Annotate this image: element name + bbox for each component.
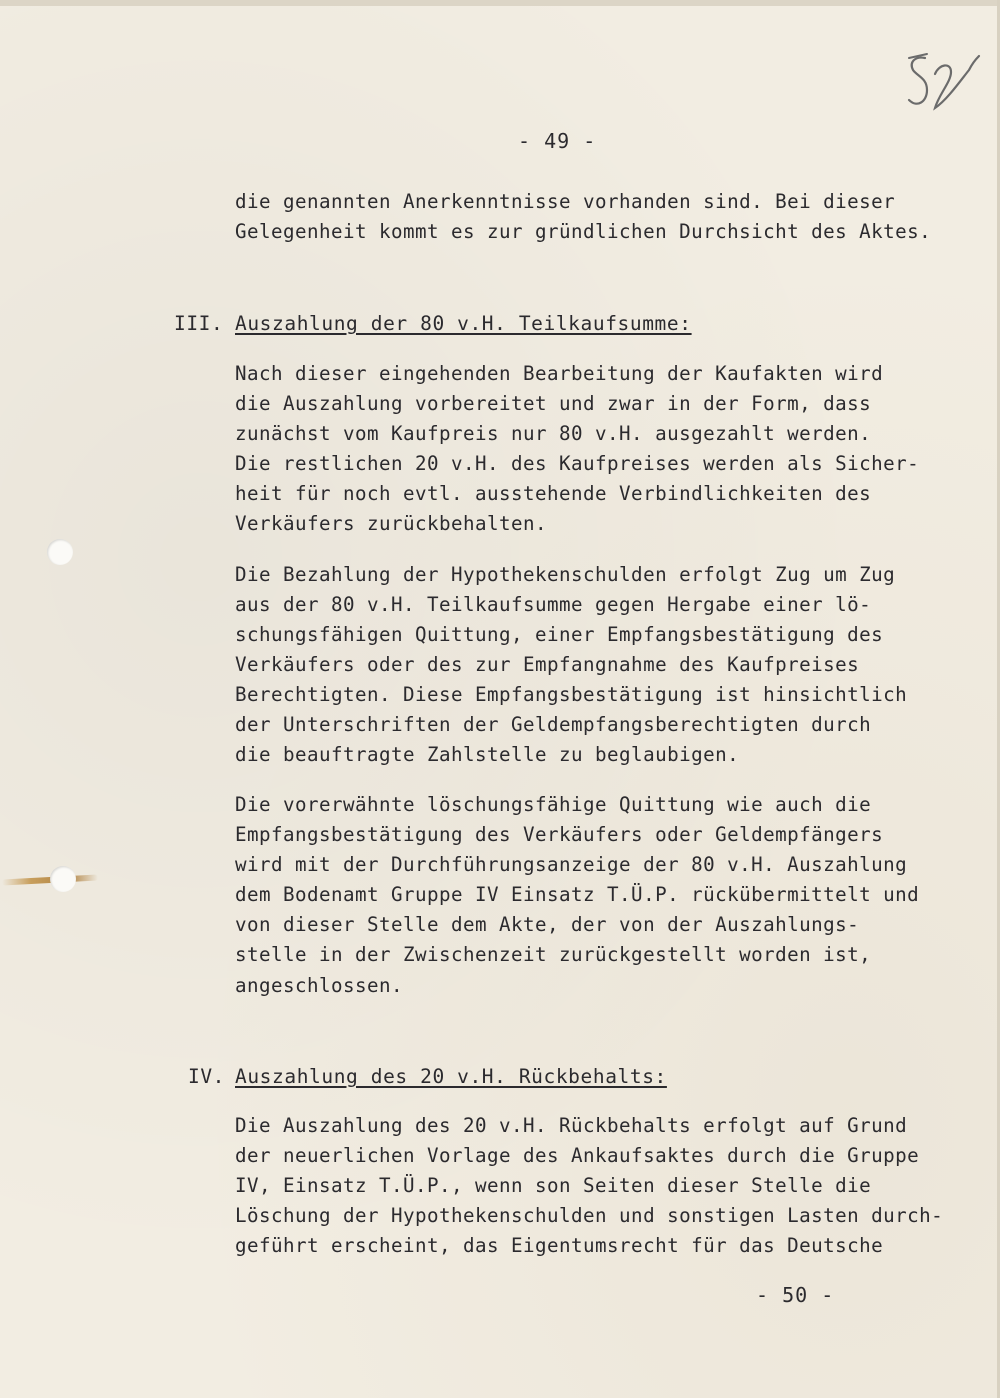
section-heading (188, 1065, 667, 1088)
text-line: der neuerlichen Vorlage des Ankaufsaktes durch die Gruppe (235, 1144, 920, 1167)
section-title: Auszahlung der 80 v.H. Teilkaufsumme: (235, 312, 692, 335)
text-line: Verkäufers oder des zur Empfangnahme des Kaufpreises (235, 653, 860, 676)
section-number: IV. (188, 1065, 226, 1088)
text-line: wird mit der Durchführungsanzeige der 80 v.H. Auszahlung (235, 853, 908, 876)
text-line: angeschlossen. (235, 974, 404, 997)
section-number: III. (174, 312, 224, 335)
text-line: schungsfähigen Quittung, einer Empfangsbestätigung des (235, 623, 884, 646)
text-line: IV, Einsatz T.Ü.P., wenn son Seiten dieser Stelle die (235, 1174, 872, 1197)
text-line: von dieser Stelle dem Akte, der von der Auszahlungs- (235, 913, 860, 936)
section-heading (174, 312, 692, 335)
text-line: Löschung der Hypothekenschulden und sonstigen Lasten durch- (235, 1204, 944, 1227)
text-line: Nach dieser eingehenden Bearbeitung der Kaufakten wird (235, 362, 884, 385)
text-line: Verkäufers zurückbehalten. (235, 512, 548, 535)
page-edge (0, 0, 1000, 6)
text-line: heit für noch evtl. ausstehende Verbindlichkeiten des (235, 482, 872, 505)
text-line: die Auszahlung vorbereitet und zwar in der Form, dass (235, 392, 872, 415)
punch-hole (50, 866, 76, 892)
text-line: stelle in der Zwischenzeit zurückgestellt worden ist, (235, 943, 872, 966)
text-line: geführt erscheint, das Eigentumsrecht für das Deutsche (235, 1234, 884, 1257)
text-line: Empfangsbestätigung des Verkäufers oder Geldempfängers (235, 823, 884, 846)
text-line: Gelegenheit kommt es zur gründlichen Durchsicht des Aktes. (235, 220, 932, 243)
text-line: Die Bezahlung der Hypothekenschulden erfolgt Zug um Zug (235, 563, 896, 586)
text-line: Die vorerwähnte löschungsfähige Quittung wie auch die (235, 793, 872, 816)
next-page-indicator: - 50 - (756, 1283, 835, 1307)
text-line: die genannten Anerkenntnisse vorhanden sind. Bei dieser (235, 190, 896, 213)
page-number: - 49 - (518, 129, 597, 153)
text-line: dem Bodenamt Gruppe IV Einsatz T.Ü.P. rückübermittelt und (235, 883, 920, 906)
handwritten-page-number (905, 50, 985, 120)
text-line: die beauftragte Zahlstelle zu beglaubigen. (235, 743, 740, 766)
punch-hole (47, 539, 73, 565)
text-line: Die Auszahlung des 20 v.H. Rückbehalts erfolgt auf Grund (235, 1114, 908, 1137)
text-line: Die restlichen 20 v.H. des Kaufpreises werden als Sicher- (235, 452, 920, 475)
section-title: Auszahlung des 20 v.H. Rückbehalts: (235, 1065, 667, 1088)
text-line: zunächst vom Kaufpreis nur 80 v.H. ausgezahlt werden. (235, 422, 872, 445)
text-line: aus der 80 v.H. Teilkaufsumme gegen Hergabe einer lö- (235, 593, 872, 616)
text-line: der Unterschriften der Geldempfangsberechtigten durch (235, 713, 872, 736)
text-line: Berechtigten. Diese Empfangsbestätigung ist hinsichtlich (235, 683, 908, 706)
